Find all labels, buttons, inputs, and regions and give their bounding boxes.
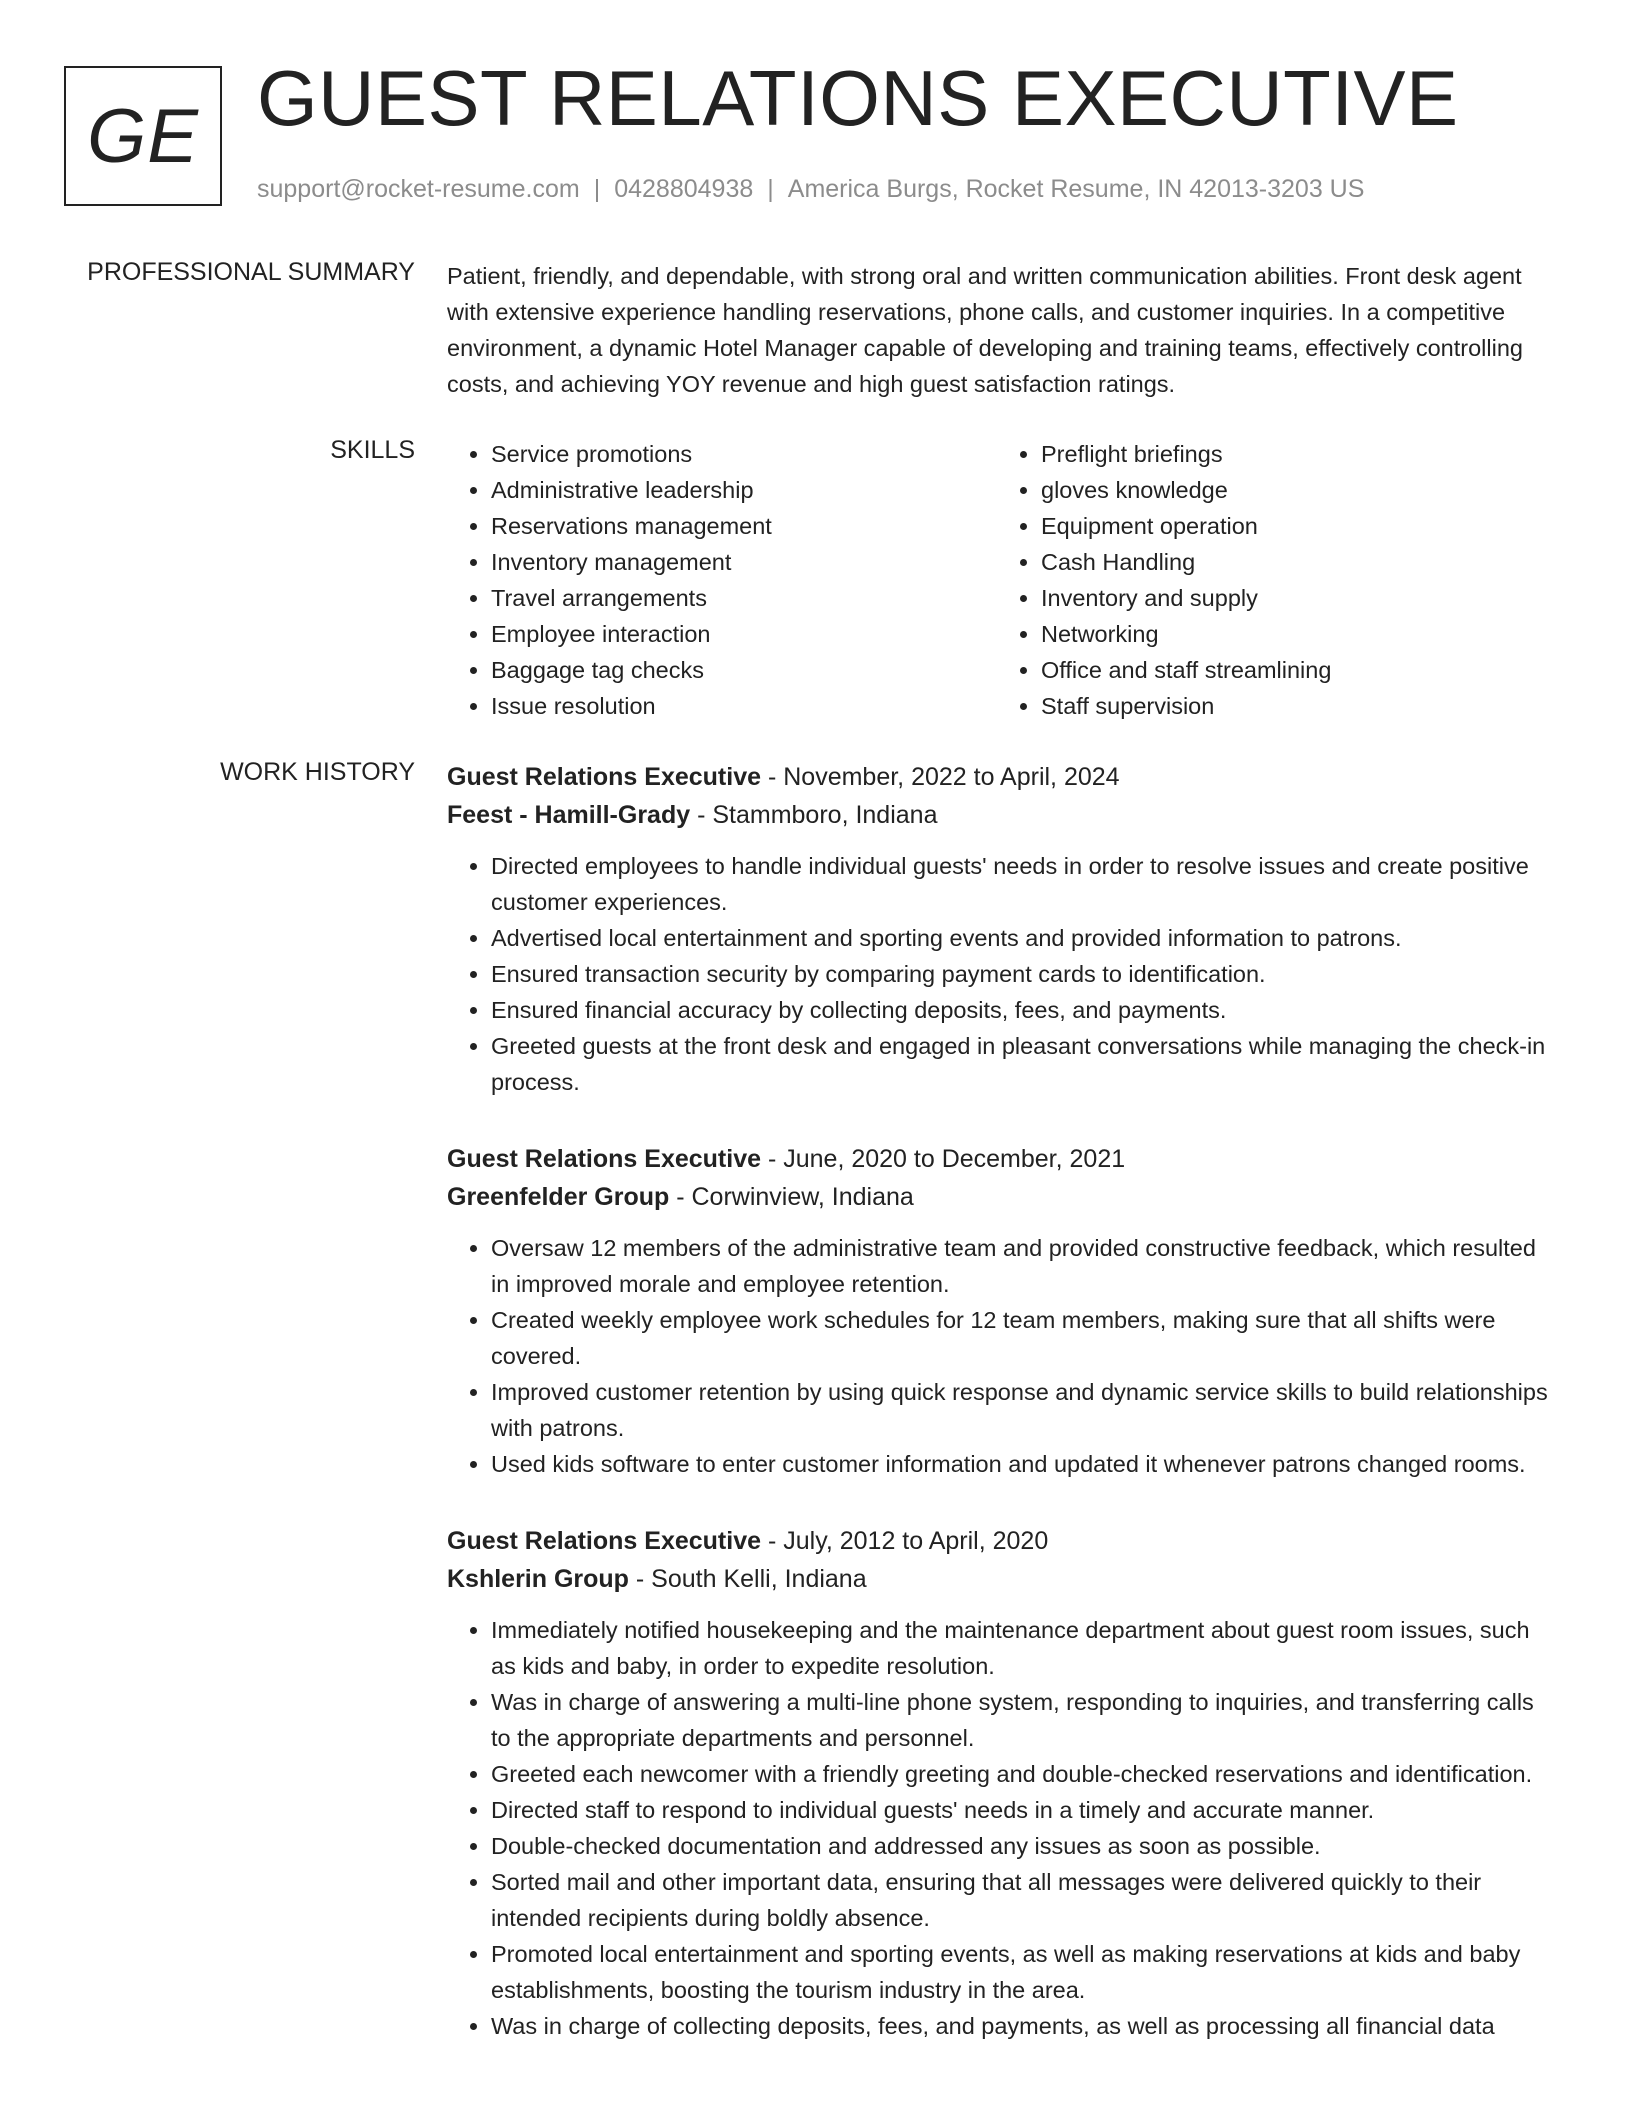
skill-item: • Travel arrangements — [491, 580, 997, 616]
job-company-line — [447, 796, 1557, 834]
job-bullet: • Greeted guests at the front desk and engaged in pleasant conversations while managing the check-in process. — [491, 1028, 1557, 1100]
job-company-line — [447, 1560, 1557, 1598]
job-bullet: • Ensured transaction security by comparing payment cards to identification. — [491, 956, 1557, 992]
summary-label: PROFESSIONAL SUMMARY — [87, 258, 415, 286]
job-bullet-list — [447, 1230, 1557, 1482]
job-bullet: • Ensured financial accuracy by collecting deposits, fees, and payments. — [491, 992, 1557, 1028]
contact-email: support@rocket-resume.com — [257, 175, 580, 203]
job-entry — [447, 758, 1557, 1100]
skill-item: • gloves knowledge — [1041, 472, 1547, 508]
job-bullet: • Sorted mail and other important data, ensuring that all messages were delivered quickly to their intended recipients during boldly absence. — [491, 1864, 1557, 1936]
skill-item: • Employee interaction — [491, 616, 997, 652]
job-bullet: • Promoted local entertainment and sporting events, as well as making reservations at kids and baby establishments, boosting the tourism industry in the area. — [491, 1936, 1557, 2008]
job-bullet: • Directed staff to respond to individual guests' needs in a timely and accurate manner. — [491, 1792, 1557, 1828]
job-title-line — [447, 1522, 1557, 1560]
job-bullet-list — [447, 1612, 1557, 2044]
job-title: Guest Relations Executive — [447, 1145, 762, 1173]
job-bullet-list — [447, 848, 1557, 1100]
job-dates: - July, 2012 to April, 2020 — [761, 1527, 1049, 1555]
job-title-line — [447, 1140, 1557, 1178]
contact-phone: 0428804938 — [614, 175, 754, 203]
job-title: Guest Relations Executive — [447, 1527, 762, 1555]
job-dates: - June, 2020 to December, 2021 — [761, 1145, 1126, 1173]
job-bullet: • Improved customer retention by using quick response and dynamic service skills to build relationships with patrons. — [491, 1374, 1557, 1446]
job-dates: - November, 2022 to April, 2024 — [761, 763, 1120, 791]
monogram-badge: GE — [64, 66, 222, 206]
skills-column-right — [997, 436, 1547, 724]
job-bullet: • Double-checked documentation and addressed any issues as soon as possible. — [491, 1828, 1557, 1864]
job-location: - Stammboro, Indiana — [690, 801, 938, 829]
work-history-body — [447, 758, 1557, 2084]
job-title-line — [447, 758, 1557, 796]
job-company-line — [447, 1178, 1557, 1216]
summary-text: Patient, friendly, and dependable, with strong oral and written communication abilities. Front desk agent with extensive experience handling reservations, phone calls, and customer inquiries. In a competitive environment, a dynamic Hotel Manager capable of developing and training teams, effectively controlling costs, and achieving YOY revenue and high guest satisfaction ratings. — [447, 263, 1523, 397]
contact-separator: | — [767, 175, 774, 203]
skills-grid — [447, 436, 1557, 724]
skills-column-left — [447, 436, 997, 724]
contact-address: America Burgs, Rocket Resume, IN 42013-3203 US — [787, 175, 1365, 203]
skill-item: • Equipment operation — [1041, 508, 1547, 544]
contact-line — [257, 175, 1364, 204]
skill-item: • Service promotions — [491, 436, 997, 472]
job-location: - Corwinview, Indiana — [669, 1183, 914, 1211]
job-location: - South Kelli, Indiana — [628, 1565, 867, 1593]
skill-item: • Networking — [1041, 616, 1547, 652]
skills-body — [447, 436, 1557, 724]
skill-item: • Issue resolution — [491, 688, 997, 724]
job-company: Greenfelder Group — [447, 1183, 670, 1211]
job-title: Guest Relations Executive — [447, 763, 762, 791]
job-bullet: • Immediately notified housekeeping and the maintenance department about guest room issues, such as kids and baby, in order to expedite resolution. — [491, 1612, 1557, 1684]
skill-item: • Staff supervision — [1041, 688, 1547, 724]
skill-item: • Office and staff streamlining — [1041, 652, 1547, 688]
skill-item: • Inventory and supply — [1041, 580, 1547, 616]
job-bullet: • Created weekly employee work schedules for 12 team members, making sure that all shifts were covered. — [491, 1302, 1557, 1374]
job-entry — [447, 1522, 1557, 2044]
skills-list-left — [447, 436, 997, 724]
page-title: GUEST RELATIONS EXECUTIVE — [257, 54, 1459, 142]
skills-label: SKILLS — [330, 436, 415, 464]
skill-item: • Baggage tag checks — [491, 652, 997, 688]
job-company: Kshlerin Group — [447, 1565, 629, 1593]
contact-separator: | — [593, 175, 601, 203]
skill-item: • Reservations management — [491, 508, 997, 544]
job-entry — [447, 1140, 1557, 1482]
skills-list-right — [997, 436, 1547, 724]
skill-item: • Administrative leadership — [491, 472, 997, 508]
job-bullet: • Directed employees to handle individual guests' needs in order to resolve issues and create positive customer experiences. — [491, 848, 1557, 920]
work-history-label: WORK HISTORY — [220, 758, 415, 786]
job-bullet: • Was in charge of collecting deposits, fees, and payments, as well as processing all financial data — [491, 2008, 1557, 2044]
job-bullet: • Advertised local entertainment and sporting events and provided information to patrons. — [491, 920, 1557, 956]
job-company: Feest - Hamill-Grady — [447, 801, 691, 829]
job-bullet: • Oversaw 12 members of the administrative team and provided constructive feedback, which resulted in improved morale and employee retention. — [491, 1230, 1557, 1302]
skill-item: • Cash Handling — [1041, 544, 1547, 580]
job-bullet: • Used kids software to enter customer information and updated it whenever patrons changed rooms. — [491, 1446, 1557, 1482]
skill-item: • Inventory management — [491, 544, 997, 580]
skill-item: • Preflight briefings — [1041, 436, 1547, 472]
job-bullet: • Was in charge of answering a multi-line phone system, responding to inquiries, and transferring calls to the appropriate departments and personnel. — [491, 1684, 1557, 1756]
job-bullet: • Greeted each newcomer with a friendly greeting and double-checked reservations and identification. — [491, 1756, 1557, 1792]
